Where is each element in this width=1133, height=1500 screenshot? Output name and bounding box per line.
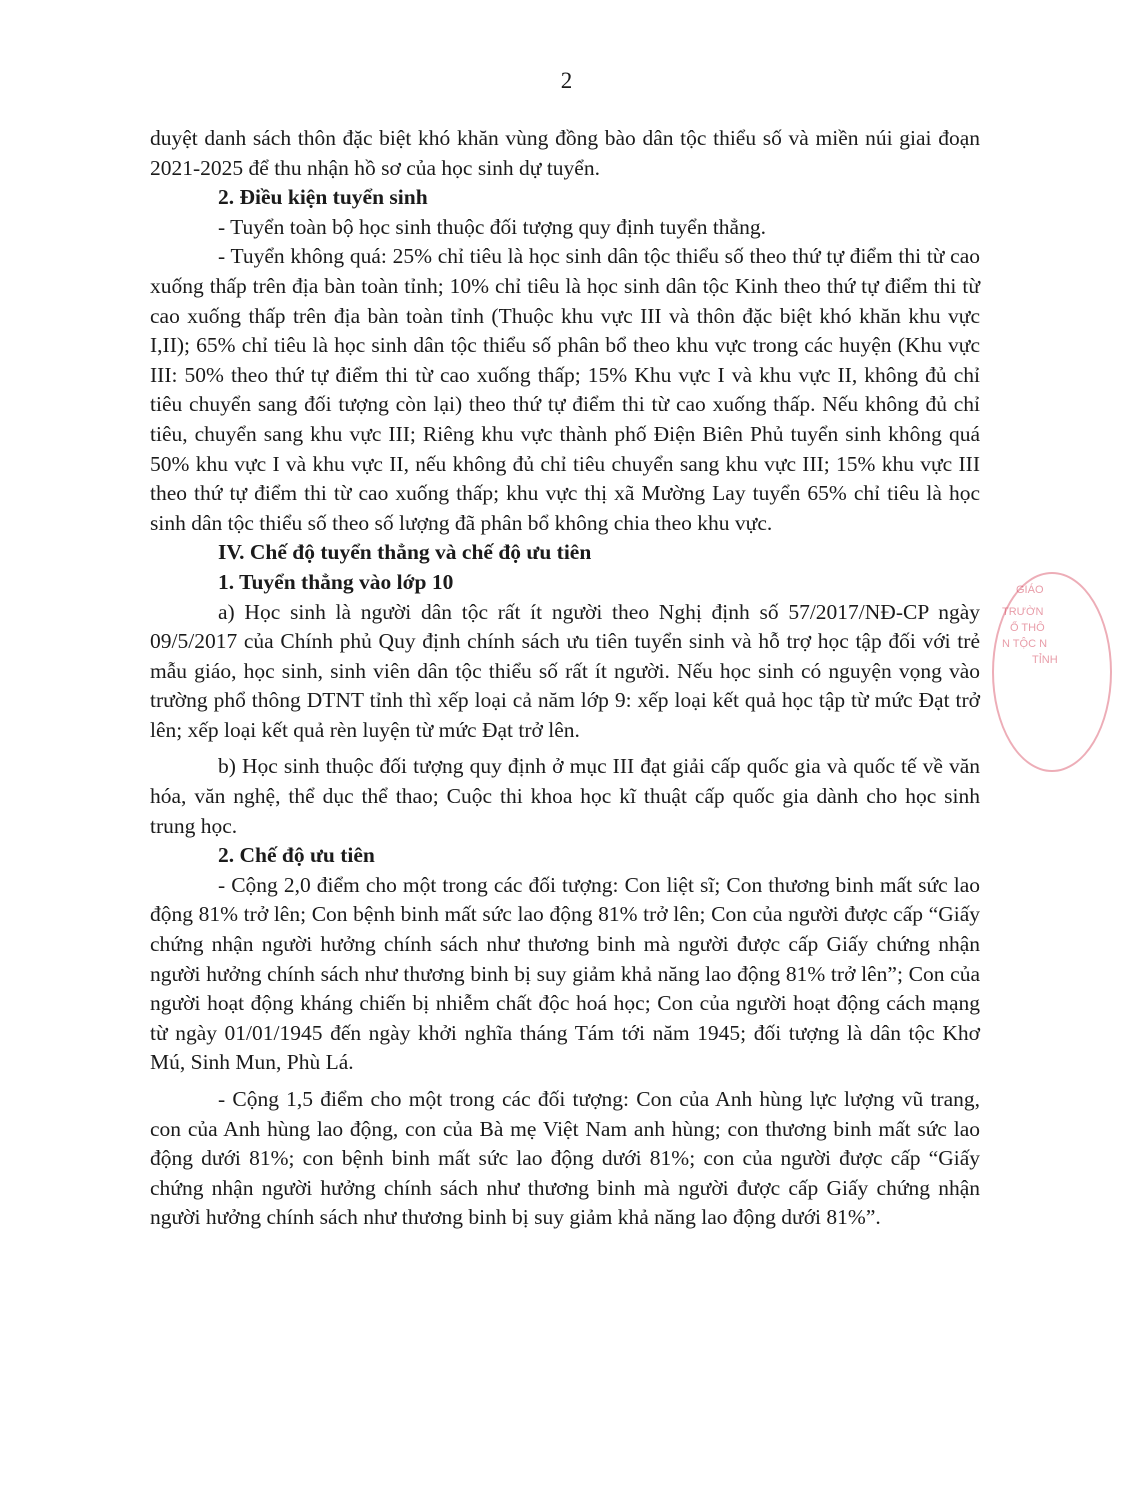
paragraph-direct-admission: - Tuyển toàn bộ học sinh thuộc đối tượng quy định tuyển thẳng.	[218, 214, 766, 239]
heading-enrollment-conditions: 2. Điều kiện tuyển sinh	[218, 185, 428, 210]
stamp-text: TRƯỜN	[1002, 606, 1044, 618]
paragraph-continuation: duyệt danh sách thôn đặc biệt khó khăn vùng đồng bào dân tộc thiểu số và miền núi giai đoạn 2021-2025 để thu nhận hồ sơ của học sinh dự tuyển.	[150, 126, 980, 180]
paragraph-priority-1-5-points: - Cộng 1,5 điểm cho một trong các đối tượng: Con của Anh hùng lực lượng vũ trang, con của Anh hùng lao động, con của Bà mẹ Việt Nam anh hùng; con thương binh mất sức lao động dưới 81%; con bệnh binh mất sức lao động dưới 81%; con của người được cấp “Giấy chứng nhận người hưởng chính sách như thương binh mà người được cấp Giấy chứng nhận người hưởng chính sách như thương binh bị suy giảm khả năng lao động dưới 81%”.	[150, 1087, 980, 1230]
document-body	[150, 124, 980, 1233]
heading-direct-admission-grade10: 1. Tuyển thẳng vào lớp 10	[218, 569, 454, 594]
heading-priority-policy: 2. Chế độ ưu tiên	[218, 843, 375, 868]
stamp-text: TỈNH	[1032, 654, 1058, 666]
paragraph-quota: - Tuyển không quá: 25% chỉ tiêu là học sinh dân tộc thiểu số theo thứ tự điểm thi từ cao xuống thấp trên địa bàn toàn tỉnh; 10% chỉ tiêu là học sinh dân tộc Kinh theo thứ tự điểm thi từ cao xuống thấp trên địa bàn toàn tỉnh (Thuộc khu vực III và thôn đặc biệt khó khăn khu vực I,II); 65% chỉ tiêu là học sinh dân tộc thiểu số phân bổ theo khu vực trong các huyện (Khu vực III: 50% theo thứ tự điểm thi từ cao xuống thấp; 15% Khu vực I và khu vực II, không đủ chỉ tiêu chuyển sang đối tượng còn lại) theo thứ tự điểm thi từ cao xuống thấp. Nếu không đủ chỉ tiêu, chuyển sang khu vực III; Riêng khu vực thành phố Điện Biên Phủ tuyển sinh không quá 50% khu vực I và khu vực II, nếu không đủ chỉ tiêu chuyển sang khu vực III; 15% khu vực III theo thứ tự điểm thi từ cao xuống thấp; khu vực thị xã Mường Lay tuyển 65% chỉ tiêu là học sinh dân tộc thiểu số theo số lượng đã phân bổ không chia theo khu vực.	[150, 244, 980, 535]
stamp-text: N TỘC N	[1002, 638, 1048, 650]
stamp-text: GIÁO	[1016, 584, 1044, 596]
paragraph-item-b: b) Học sinh thuộc đối tượng quy định ở mục III đạt giải cấp quốc gia và quốc tế về văn hóa, văn nghệ, thể dục thể thao; Cuộc thi khoa học kĩ thuật cấp quốc gia dành cho học sinh trung học.	[150, 754, 980, 838]
page-number: 2	[560, 68, 573, 93]
heading-part-iv: IV. Chế độ tuyển thẳng và chế độ ưu tiên	[218, 540, 592, 565]
official-seal-stamp	[992, 572, 1112, 772]
paragraph-priority-2-points: - Cộng 2,0 điểm cho một trong các đối tượng: Con liệt sĩ; Con thương binh mất sức lao động 81% trở lên; Con bệnh binh mất sức lao động 81% trở lên; Con của người được cấp “Giấy chứng nhận người hưởng chính sách như thương binh mà người được cấp Giấy chứng nhận người hưởng chính sách như thương binh bị suy giảm khả năng lao động 81% trở lên”; Con của người hoạt động kháng chiến bị nhiễm chất độc hoá học; Con của người hoạt động cách mạng từ ngày 01/01/1945 đến ngày khởi nghĩa tháng Tám tới năm 1945; đối tượng là dân tộc Khơ Mú, Sinh Mun, Phù Lá.	[150, 872, 980, 1075]
stamp-text: Ổ THÔ	[1010, 622, 1045, 634]
paragraph-item-a: a) Học sinh là người dân tộc rất ít người theo Nghị định số 57/2017/NĐ-CP ngày 09/5/2017 của Chính phủ Quy định chính sách ưu tiên tuyển sinh và hỗ trợ học tập đối với trẻ mẫu giáo, học sinh, sinh viên dân tộc thiểu số rất ít người. Nếu học sinh có nguyện vọng vào trường phổ thông DTNT tỉnh thì xếp loại cả năm lớp 9: xếp loại kết quả học tập từ mức Đạt trở lên; xếp loại kết quả rèn luyện từ mức Đạt trở lên.	[150, 599, 980, 742]
